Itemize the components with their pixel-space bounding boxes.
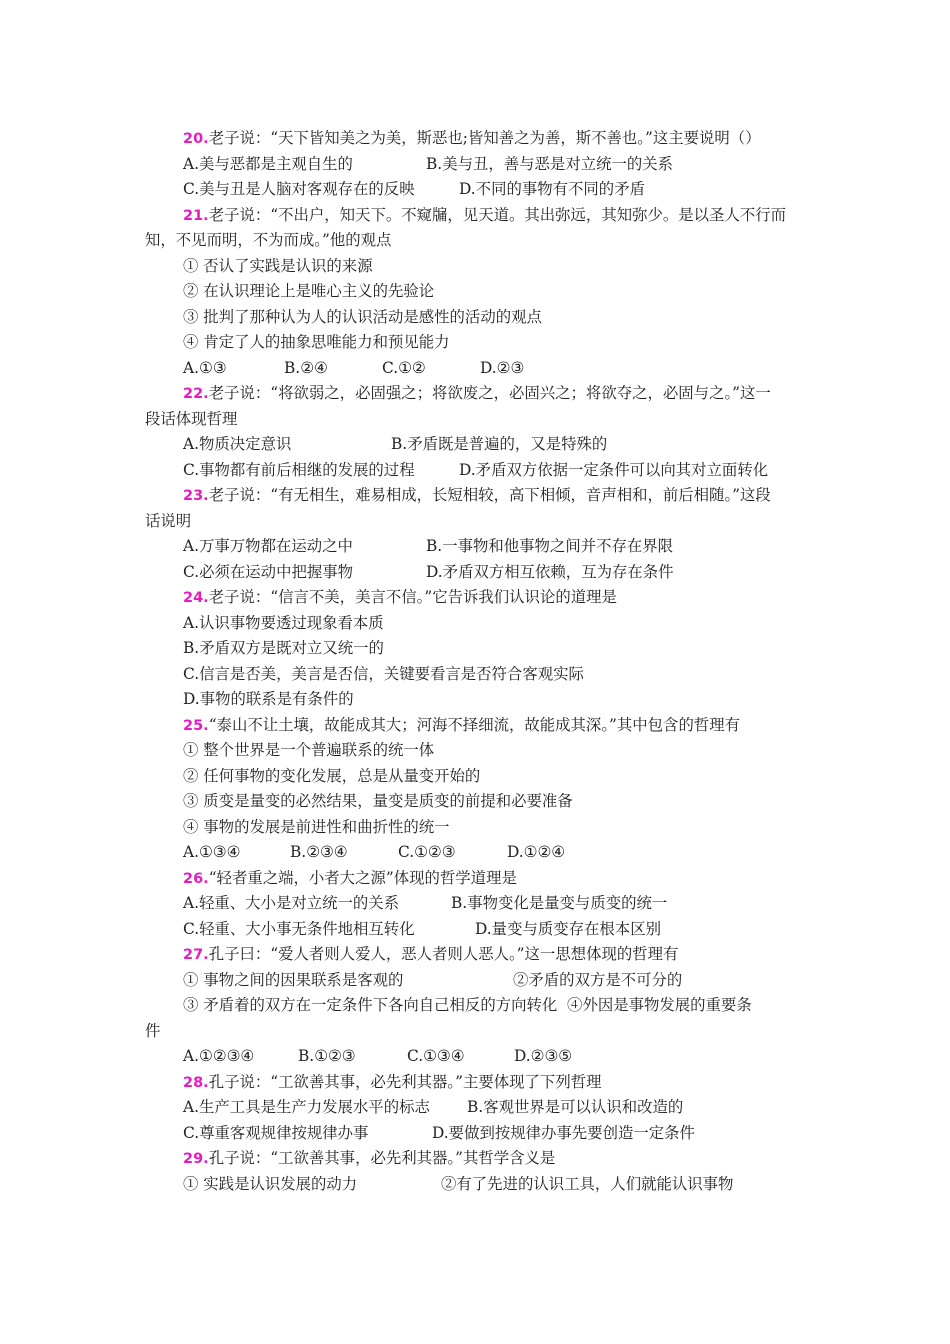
question-27-items-row2-cont: 件	[145, 1021, 161, 1040]
option-b: B.客观世界是可以认识和改造的	[467, 1098, 684, 1116]
question-25-item-3: ③ 质变是量变的必然结果，量变是质变的前提和必要准备	[183, 792, 573, 810]
question-21-item-2: ② 在认识理论上是唯心主义的先验论	[183, 282, 435, 300]
answer-d: D.①②④	[507, 843, 566, 861]
option-a: A.美与恶都是主观自生的	[183, 154, 353, 173]
option-c: C.事物都有前后相继的发展的过程	[183, 460, 415, 479]
option-b: B.美与丑，善与恶是对立统一的关系	[426, 154, 674, 173]
question-25-answers	[0, 840, 950, 866]
question-number: 24.	[183, 590, 209, 606]
option-b: B.矛盾既是普遍的，又是特殊的	[391, 435, 608, 453]
option-d: D.矛盾双方相互依赖，互为存在条件	[426, 562, 674, 581]
answer-d: D.②③⑤	[514, 1047, 573, 1065]
question-22-stem-cont: 段话体现哲理	[145, 409, 238, 428]
option-a: A.万事万物都在运动之中	[183, 537, 353, 555]
item-1: ① 事物之间的因果联系是客观的	[183, 970, 404, 989]
question-21-item-1: ① 否认了实践是认识的来源	[183, 256, 373, 275]
question-23-options-row1	[0, 534, 950, 560]
question-20-stem: 20.老子说：“天下皆知美之为美，斯恶也;皆知善之为善，斯不善也。”这主要说明（）	[183, 129, 761, 147]
answer-b: B.②④	[284, 358, 328, 377]
question-26-stem: 26.“轻者重之端，小者大之源”体现的哲学道理是	[183, 868, 517, 887]
question-20-options-row1	[0, 152, 950, 178]
option-d: D.矛盾双方依据一定条件可以向其对立面转化	[459, 460, 769, 479]
question-number: 22.	[183, 386, 209, 402]
question-24-option-c: C.信言是否美，美言是否信，关键要看言是否符合客观实际	[183, 664, 584, 683]
answer-a: A.①③	[183, 358, 227, 377]
question-number: 26.	[183, 870, 209, 887]
question-21-stem: 21.老子说：“不出户，知天下。不窥牖，见天道。其出弥远，其知弥少。是以圣人不行而	[183, 205, 787, 224]
option-c: C.轻重、大小事无条件地相互转化	[183, 919, 415, 938]
question-26-options-row1	[0, 891, 950, 917]
answer-b: B.②③④	[290, 843, 348, 861]
question-24-option-a: A.认识事物要透过现象看本质	[183, 613, 384, 632]
item-2: ②有了先进的认识工具，人们就能认识事物	[441, 1174, 734, 1193]
option-b: B.一事物和他事物之间并不存在界限	[426, 537, 674, 555]
question-number: 21.	[183, 207, 209, 224]
question-27-answers	[0, 1044, 950, 1070]
question-28-options-row2	[0, 1121, 950, 1147]
question-28-stem: 28.孔子说：“工欲善其事，必先利其器。”主要体现了下列哲理	[183, 1072, 602, 1091]
item-1: ① 实践是认识发展的动力	[183, 1174, 358, 1193]
question-21-stem-cont: 知，不见而明，不为而成。”他的观点	[145, 231, 392, 249]
question-27-stem: 27.孔子曰：“爱人者则人爱人，恶人者则人恶人。”这一思想体现的哲理有	[183, 945, 679, 963]
question-number: 27.	[183, 947, 209, 963]
question-22-stem: 22.老子说：“将欲弱之，必固强之；将欲废之，必固兴之；将欲夺之，必固与之。”这一	[183, 384, 771, 402]
item-2: ②矛盾的双方是不可分的	[513, 970, 683, 989]
option-d: D.量变与质变存在根本区别	[475, 919, 661, 938]
question-21-item-4: ④ 肯定了人的抽象思唯能力和预见能力	[183, 333, 450, 351]
question-21-item-3: ③ 批判了那种认为人的认识活动是感性的活动的观点	[183, 307, 542, 326]
question-list	[0, 126, 950, 1197]
question-29-stem: 29.孔子说：“工欲善其事，必先利其器。”其哲学含义是	[183, 1149, 556, 1167]
question-27-items-row2: ③ 矛盾着的双方在一定条件下各向自己相反的方向转化 ④外因是事物发展的重要条	[183, 996, 752, 1014]
answer-d: D.②③	[480, 358, 525, 377]
question-23-stem: 23.老子说：“有无相生，难易相成，长短相较，高下相倾，音声相和，前后相随。”这段	[183, 486, 771, 504]
question-24-stem: 24.老子说：“信言不美，美言不信。”它告诉我们认识论的道理是	[183, 588, 617, 606]
question-23-stem-cont: 话说明	[145, 511, 192, 530]
question-28-options-row1	[0, 1095, 950, 1121]
question-25-item-1: ① 整个世界是一个普遍联系的统一体	[183, 741, 435, 759]
question-25-stem: 25.“泰山不让土壤，故能成其大；河海不择细流，故能成其深。”其中包含的哲理有	[183, 715, 741, 734]
option-d: D.要做到按规律办事先要创造一定条件	[432, 1123, 695, 1142]
question-25-item-2: ② 任何事物的变化发展，总是从量变开始的	[183, 766, 481, 785]
option-c: C.必须在运动中把握事物	[183, 562, 354, 581]
question-24-option-b: B.矛盾双方是既对立又统一的	[183, 639, 384, 657]
option-b: B.事物变化是量变与质变的统一	[451, 894, 668, 912]
question-number: 20.	[183, 131, 209, 147]
answer-c: C.①②③	[398, 843, 456, 861]
question-22-options-row1	[0, 432, 950, 458]
option-a: A.轻重、大小是对立统一的关系	[183, 894, 400, 912]
question-23-options-row2	[0, 560, 950, 586]
question-number: 29.	[183, 1151, 209, 1167]
question-number: 23.	[183, 488, 209, 504]
question-number: 25.	[183, 717, 209, 734]
question-number: 28.	[183, 1074, 209, 1091]
answer-a: A.①③④	[183, 843, 241, 861]
question-20-options-row2	[0, 177, 950, 203]
option-d: D.不同的事物有不同的矛盾	[459, 180, 645, 198]
question-22-options-row2	[0, 458, 950, 484]
question-26-options-row2	[0, 917, 950, 943]
option-a: A.物质决定意识	[183, 435, 292, 453]
question-25-item-4: ④ 事物的发展是前进性和曲折性的统一	[183, 817, 450, 836]
answer-c: C.①③④	[407, 1047, 465, 1065]
answer-b: B.①②③	[298, 1047, 356, 1065]
question-24-option-d: D.事物的联系是有条件的	[183, 690, 354, 708]
question-27-items-row1	[0, 968, 950, 994]
question-21-answers	[0, 356, 950, 382]
answer-a: A.①②③④	[183, 1047, 255, 1065]
option-a: A.生产工具是生产力发展水平的标志	[183, 1098, 430, 1116]
option-c: C.美与丑是人脑对客观存在的反映	[183, 180, 415, 198]
question-29-items-row1	[0, 1172, 950, 1198]
option-c: C.尊重客观规律按规律办事	[183, 1123, 369, 1142]
answer-c: C.①②	[382, 358, 426, 377]
